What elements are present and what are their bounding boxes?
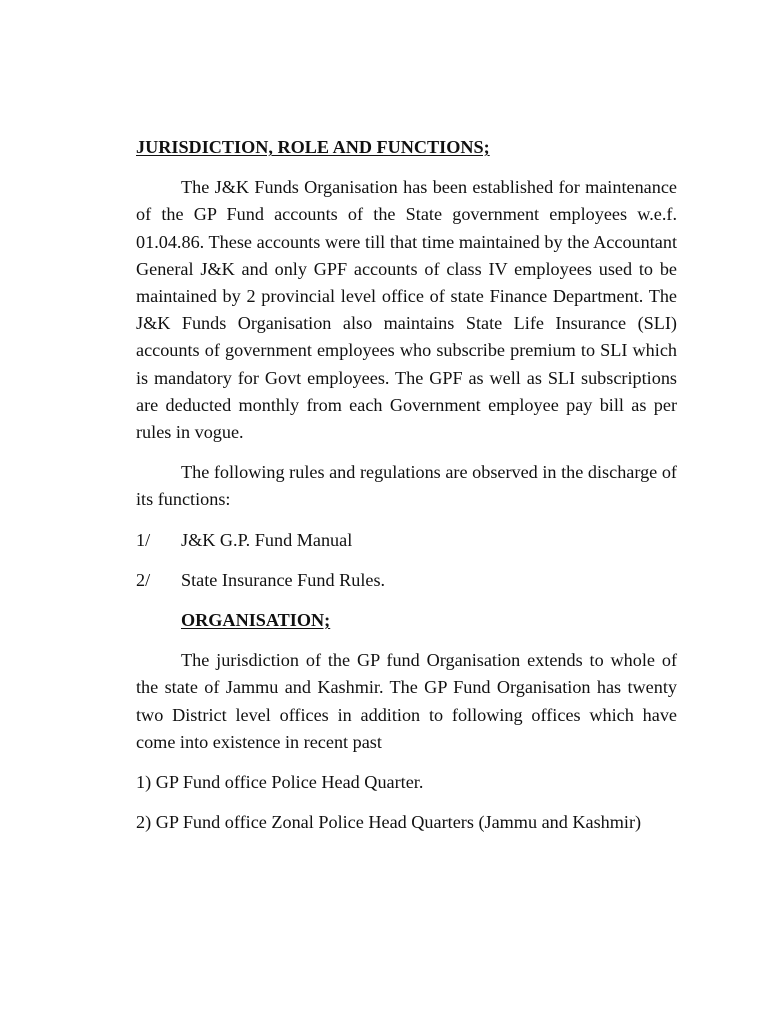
section-heading-jurisdiction: JURISDICTION, ROLE AND FUNCTIONS; [136,137,490,157]
rule-item [136,527,677,554]
office-item: 1) GP Fund office Police Head Quarter. [136,772,424,793]
office-item: 2) GP Fund office Zonal Police Head Quarters (Jammu and Kashmir) [136,812,642,833]
paragraph-jurisdiction: The jurisdiction of the GP fund Organisation extends to whole of the state of Jammu and Kashmir. The GP Fund Organisation has twenty two District level offices in addition to following offices which have come into existence in recent past [136,650,677,752]
document-page [136,134,677,836]
rule-item [136,567,677,594]
rule-number: 1/ [136,529,151,550]
rule-text: J&K G.P. Fund Manual [181,529,353,550]
rule-number: 2/ [136,569,151,590]
section-heading-organisation: ORGANISATION; [181,610,331,631]
rule-text: State Insurance Fund Rules. [181,569,386,590]
paragraph-rules-intro: The following rules and regulations are observed in the discharge of its functions: [136,462,677,510]
paragraph-establishment: The J&K Funds Organisation has been established for maintenance of the GP Fund accounts of the State government employees w.e.f. 01.04.86. These accounts were till that time maintained by the Accountant General J&K and only GPF accounts of class IV employees used to be maintained by 2 provincial level office of state Finance Department. The J&K Funds Organisation also maintains State Life Insurance (SLI) accounts of government employees who subscribe premium to SLI which is mandatory for Govt employees. The GPF as well as SLI subscriptions are deducted monthly from each Government employee pay bill as per rules in vogue. [136,177,677,443]
